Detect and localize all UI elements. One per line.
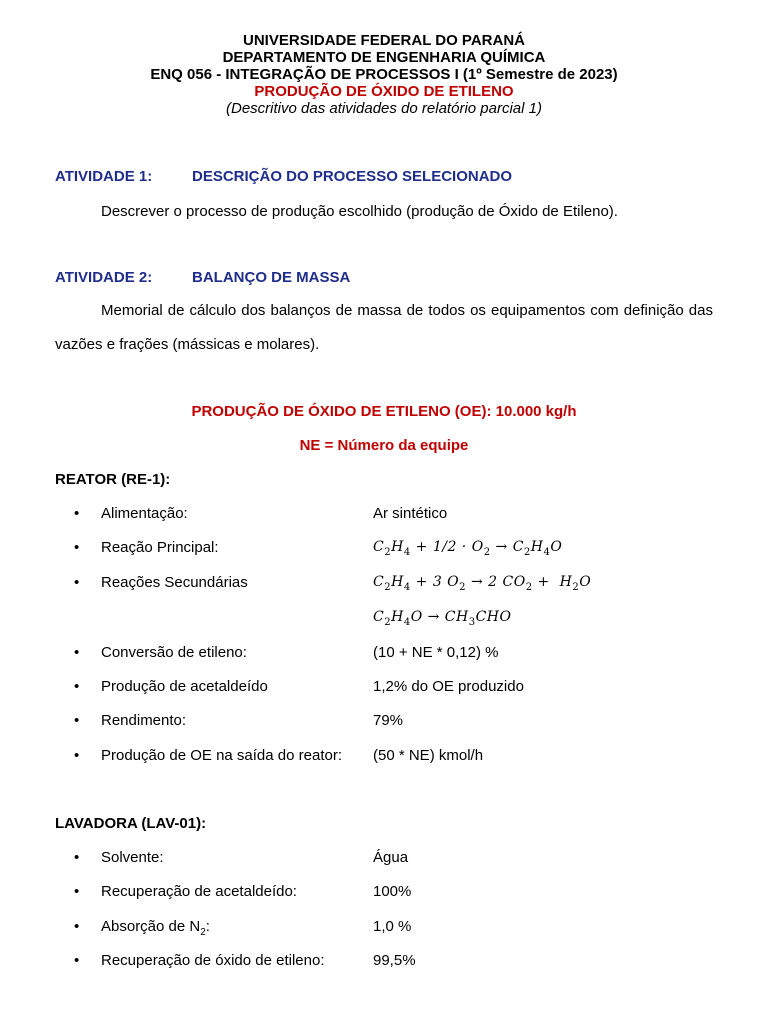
reactor-feed-value: Ar sintético <box>373 505 448 522</box>
department-name: DEPARTAMENTO DE ENGENHARIA QUÍMICA <box>222 49 546 66</box>
solvent-label: Solvente: <box>101 849 164 866</box>
washer-row-acetaldehyde-recovery <box>0 883 768 903</box>
washer-row-n2-absorption <box>0 918 768 938</box>
bullet-icon: • <box>74 952 80 969</box>
document-header <box>0 32 768 117</box>
oe-recovery-label: Recuperação de óxido de etileno: <box>101 952 325 969</box>
bullet-icon: • <box>74 644 80 661</box>
conversion-label: Conversão de etileno: <box>101 644 247 661</box>
oe-output-label: Produção de OE na saída do reator: <box>101 747 342 764</box>
side-reaction-1-equation: $C_2H_4 + 3$ $O_2 \to 2$ $CO_2 + H_2O$ <box>373 574 592 593</box>
activity-2-title: BALANÇO DE MASSA <box>192 269 351 286</box>
activity-1-description: Descrever o processo de produção escolhido (produção de Óxido de Etileno). <box>101 203 618 220</box>
conversion-value: (10 + NE * 0,12) % <box>373 644 499 661</box>
university-name: UNIVERSIDADE FEDERAL DO PARANÁ <box>243 32 525 49</box>
reactor-title: REATOR (RE-1): <box>55 471 171 488</box>
project-title: PRODUÇÃO DE ÓXIDO DE ETILENO <box>254 83 514 100</box>
yield-label: Rendimento: <box>101 712 187 729</box>
bullet-icon: • <box>74 505 80 522</box>
washer-row-oe-recovery <box>0 952 768 972</box>
n2-absorption-label: Absorção de $N_2$: <box>101 918 210 938</box>
main-reaction-label: Reação Principal: <box>101 539 219 556</box>
n2-absorption-value: 1,0 % <box>373 918 412 935</box>
reactor-row-conversion <box>0 644 768 664</box>
activity-1-title: DESCRIÇÃO DO PROCESSO SELECIONADO <box>192 168 513 185</box>
reactor-feed-label: Alimentação: <box>101 505 188 522</box>
reactor-row-side-reactions <box>0 574 768 594</box>
bullet-icon: • <box>74 678 80 695</box>
reactor-row-side-reaction-2 <box>0 609 768 629</box>
main-reaction-equation: $C_2H_4 + 1/2 \cdot O_2 \to C_2H_4O$ <box>373 539 563 558</box>
solvent-value: Água <box>373 849 409 866</box>
acetaldehyde-recovery-value: 100% <box>373 883 412 900</box>
bullet-icon: • <box>74 849 80 866</box>
oe-recovery-value: 99,5% <box>373 952 416 969</box>
yield-value: 79% <box>373 712 404 729</box>
course-name: ENQ 056 - INTEGRAÇÃO DE PROCESSOS I (1º Semestre de 2023) <box>150 66 618 83</box>
acetaldehyde-recovery-label: Recuperação de acetaldeído: <box>101 883 297 900</box>
production-target: PRODUÇÃO DE ÓXIDO DE ETILENO (OE): 10.000 kg/h <box>191 403 577 420</box>
bullet-icon: • <box>74 712 80 729</box>
activity-2-heading <box>55 269 350 286</box>
washer-title: LAVADORA (LAV-01): <box>55 815 207 832</box>
activity-1-number: ATIVIDADE 1: <box>55 168 153 185</box>
team-number-note: NE = Número da equipe <box>299 437 469 454</box>
activity-1-heading <box>55 168 512 185</box>
activity-2-description: Memorial de cálculo dos balanços de massa de todos os equipamentos com definição das vazões e frações (mássicas e molares). <box>55 302 713 353</box>
side-reaction-2-equation: $C_2H_4O \to CH_3CHO$ <box>373 609 512 628</box>
activity-2-number: ATIVIDADE 2: <box>55 269 153 286</box>
acetaldehyde-value: 1,2% do OE produzido <box>373 678 524 695</box>
document-subtitle: (Descritivo das atividades do relatório parcial 1) <box>226 100 542 117</box>
bullet-icon: • <box>74 539 80 556</box>
reactor-row-feed <box>0 505 768 525</box>
bullet-icon: • <box>74 747 80 764</box>
oe-output-value: (50 * NE) kmol/h <box>373 747 484 764</box>
bullet-icon: • <box>74 918 80 935</box>
reactor-row-oe-output <box>0 747 768 767</box>
reactor-row-yield <box>0 712 768 732</box>
acetaldehyde-label: Produção de acetaldeído <box>101 678 268 695</box>
bullet-icon: • <box>74 574 80 591</box>
reactor-row-acetaldehyde <box>0 678 768 698</box>
side-reactions-label: Reações Secundárias <box>101 574 248 591</box>
bullet-icon: • <box>74 883 80 900</box>
reactor-row-main-reaction <box>0 539 768 559</box>
washer-row-solvent <box>0 849 768 869</box>
